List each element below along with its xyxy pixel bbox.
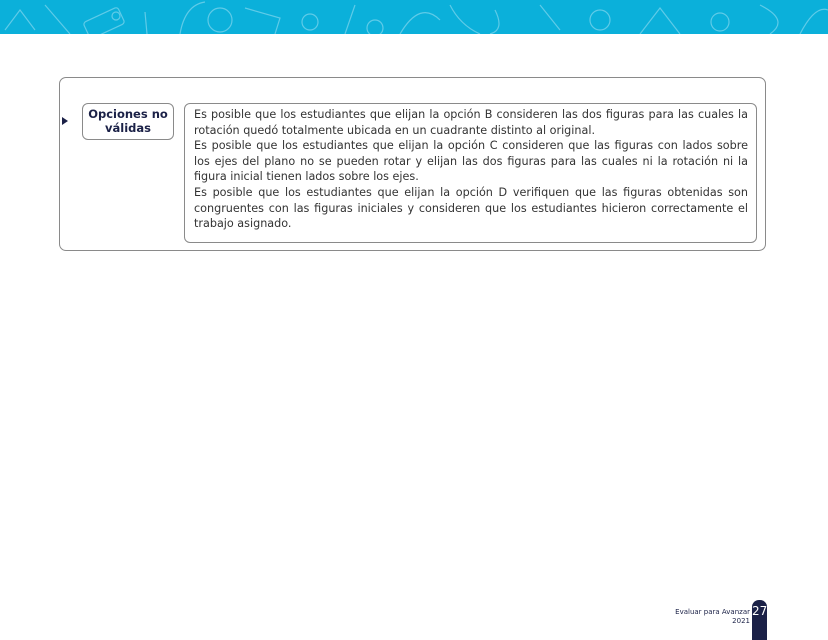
paragraph-option-c: Es posible que los estudiantes que elijan la opción C consideren que las figuras con lados sobre los ejes del plano no se pueden rotar y elijan las dos figuras para las cuales ni la rotación ni la figura inicial tienen lados sobre los ejes. [194, 139, 748, 184]
school-doodles-decoration [0, 0, 828, 34]
bullet-arrow-icon [62, 117, 68, 125]
paragraph-option-d: Es posible que los estudiantes que elijan la opción D verifiquen que las figuras obtenidas son congruentes con las figuras iniciales y consideren que los estudiantes hicieron correctamente el trabajo asignado. [194, 185, 748, 231]
footer-text [675, 608, 750, 626]
header-banner [0, 0, 828, 34]
page-number: 27 [752, 600, 767, 640]
section-label: Opciones no válidas [82, 103, 174, 140]
footer-title: Evaluar para Avanzar [675, 608, 750, 616]
paragraph-option-b: Es posible que los estudiantes que elijan la opción B consideren las dos figuras para las cuales la rotación quedó totalmente ubicada en un cuadrante distinto al original. [194, 108, 748, 137]
footer-year: 2021 [732, 617, 750, 625]
options-description [184, 103, 757, 243]
